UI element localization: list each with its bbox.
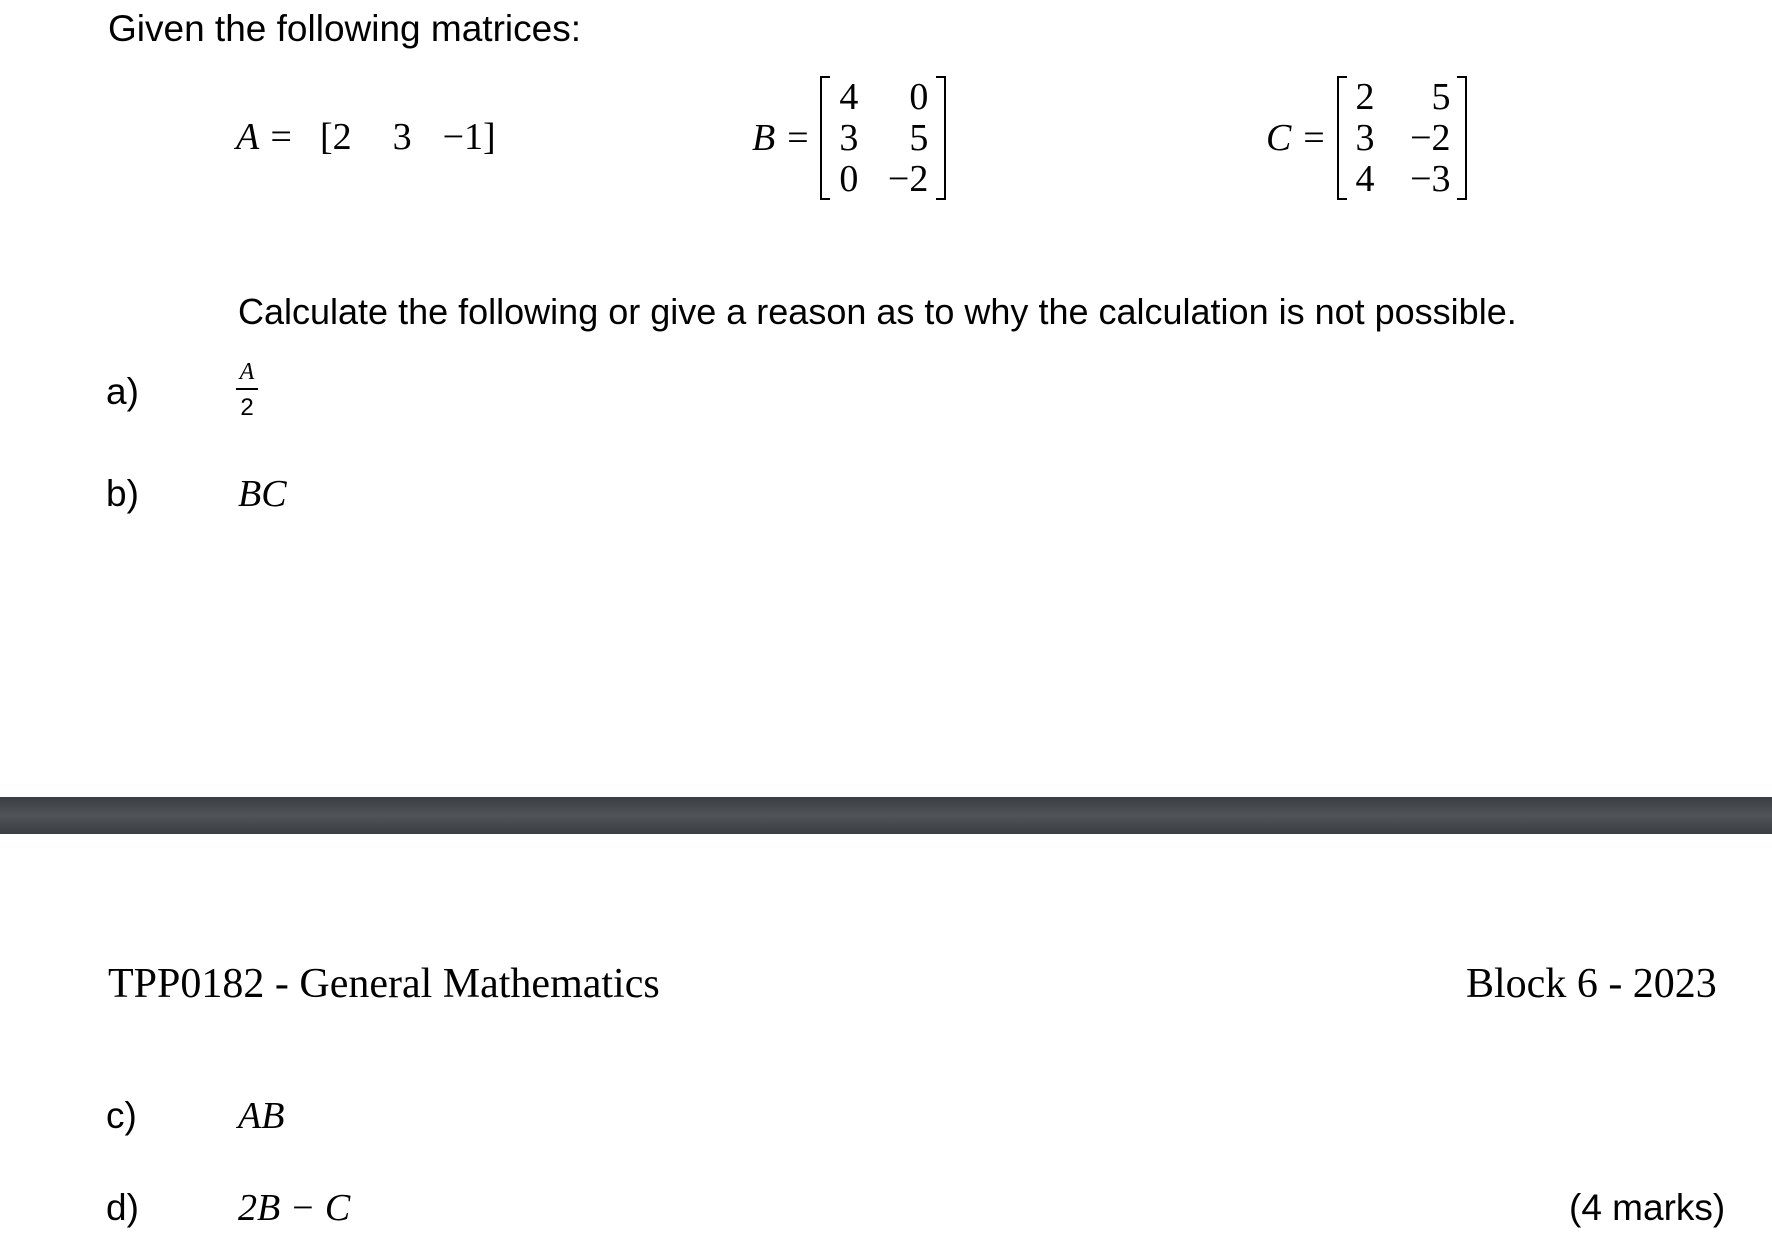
question-a-label: a) bbox=[106, 371, 139, 412]
matrix-c-cell: 4 bbox=[1355, 157, 1375, 200]
matrix-c-grid bbox=[1347, 77, 1457, 200]
matrix-b-right-bracket bbox=[936, 76, 946, 200]
matrix-c-left-bracket bbox=[1337, 76, 1347, 200]
block-title: Block 6 - 2023 bbox=[1466, 961, 1717, 1007]
fraction-numerator: A bbox=[239, 359, 255, 385]
fraction-denominator: 2 bbox=[240, 394, 254, 421]
matrix-a bbox=[236, 117, 496, 157]
matrix-a-cell: −1] bbox=[442, 116, 496, 158]
matrix-b-grid bbox=[830, 77, 936, 200]
matrix-a-cell: 3 bbox=[392, 116, 412, 158]
matrix-c-cell: −3 bbox=[1410, 157, 1451, 200]
matrix-c-right-bracket bbox=[1457, 76, 1467, 200]
matrix-b-cell: 5 bbox=[909, 116, 929, 159]
matrix-b-left-bracket bbox=[820, 76, 830, 200]
matrix-b-label: B = bbox=[752, 117, 811, 159]
question-b-expression: BC bbox=[238, 473, 287, 515]
question-c-expression: AB bbox=[238, 1095, 285, 1137]
matrix-b-cell: 4 bbox=[839, 75, 859, 118]
fraction-bar bbox=[236, 388, 258, 390]
matrix-a-cell: [2 bbox=[320, 116, 352, 158]
question-d-label: d) bbox=[106, 1187, 139, 1228]
matrix-b bbox=[752, 76, 946, 200]
instruction-text: Calculate the following or give a reason as to why the calculation is not possible. bbox=[238, 291, 1517, 332]
course-title: TPP0182 - General Mathematics bbox=[108, 961, 660, 1007]
question-c-label: c) bbox=[106, 1095, 137, 1136]
matrix-a-label: A = bbox=[236, 116, 294, 158]
matrix-c-cell: 5 bbox=[1431, 75, 1451, 118]
matrix-c-cell: −2 bbox=[1410, 116, 1451, 159]
matrix-b-cell: 3 bbox=[839, 116, 859, 159]
matrix-b-cell: −2 bbox=[887, 157, 929, 200]
matrix-b-cell: 0 bbox=[909, 75, 929, 118]
page-divider bbox=[0, 797, 1772, 834]
matrix-b-cell: 0 bbox=[839, 157, 859, 200]
question-b-label: b) bbox=[106, 473, 139, 514]
matrix-c-cell: 3 bbox=[1355, 116, 1375, 159]
matrix-c-cell: 2 bbox=[1355, 75, 1375, 118]
matrix-c bbox=[1266, 76, 1467, 200]
question-a-fraction bbox=[236, 358, 258, 422]
question-d-expression: 2B − C bbox=[238, 1187, 351, 1229]
intro-text: Given the following matrices: bbox=[108, 8, 581, 49]
marks-label: (4 marks) bbox=[1569, 1187, 1726, 1228]
matrix-c-label: C = bbox=[1266, 117, 1327, 159]
